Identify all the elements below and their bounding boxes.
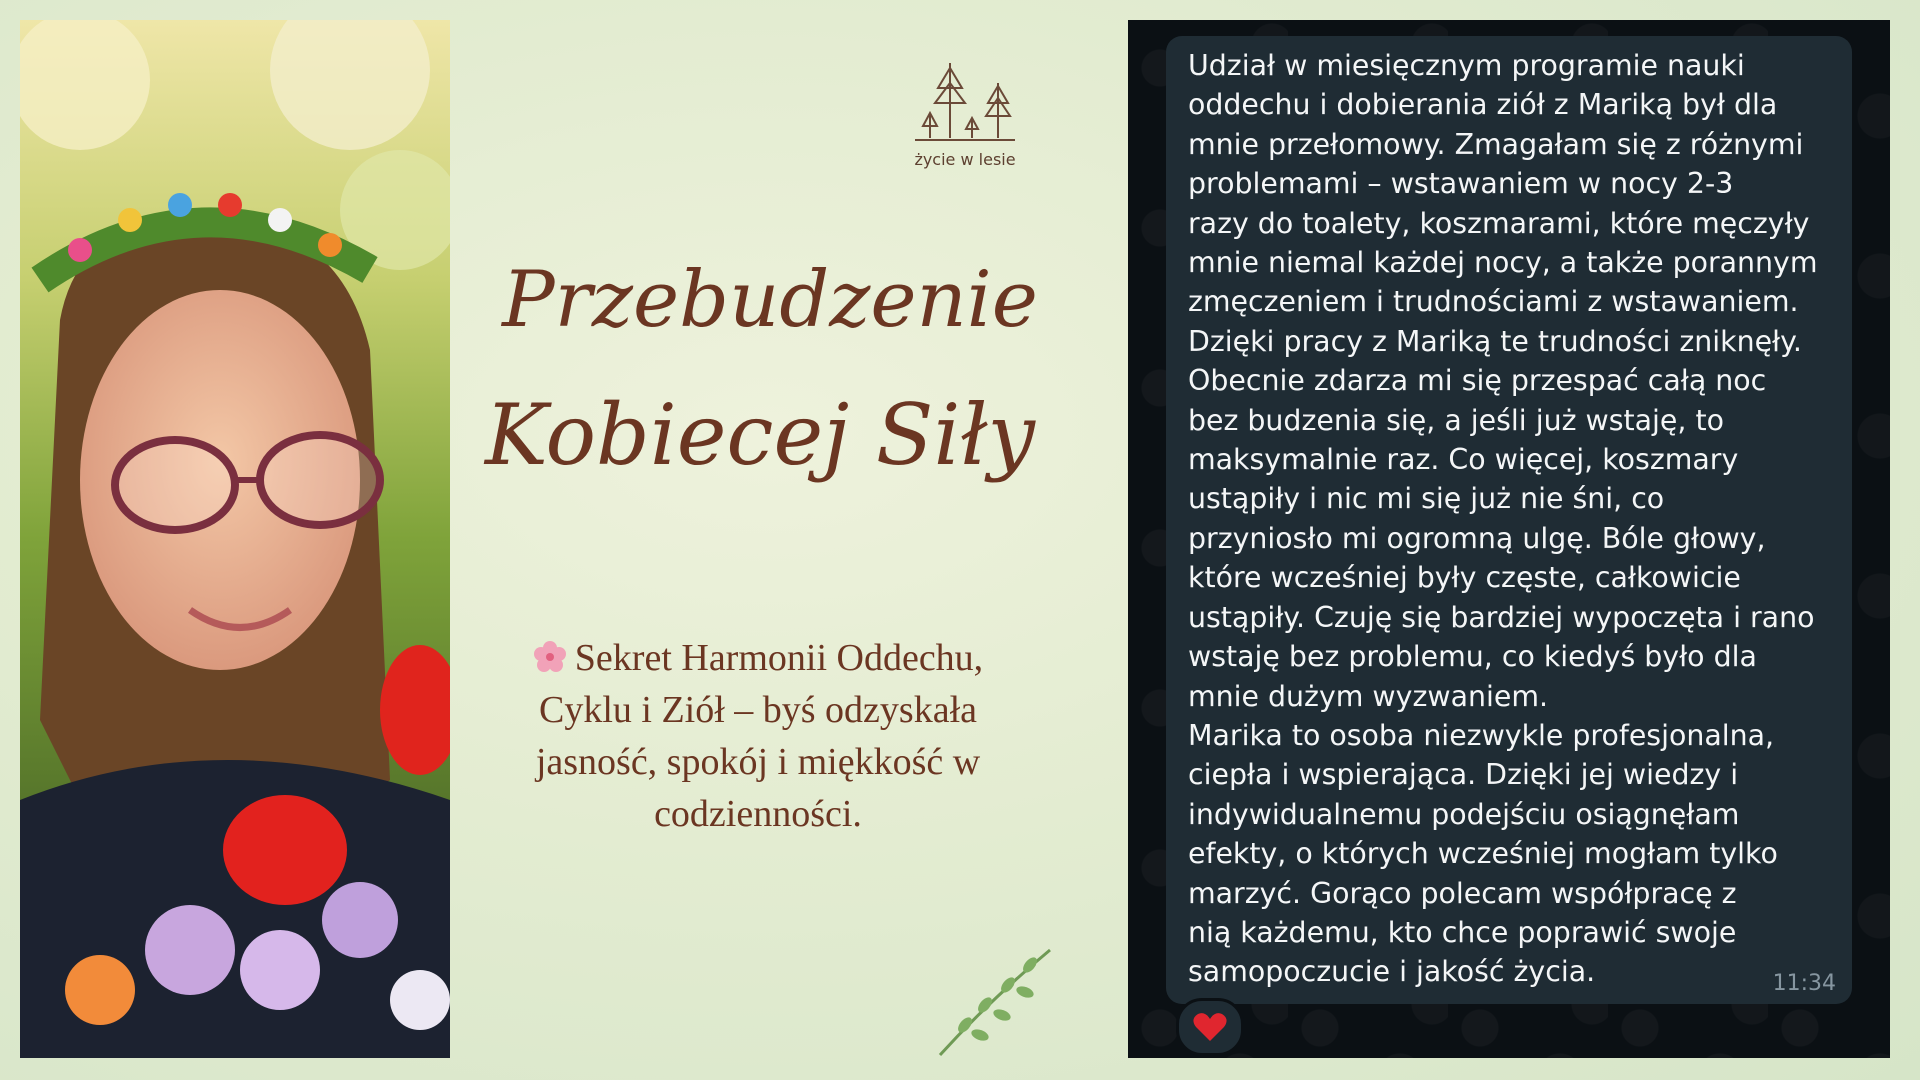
forest-trees-icon — [910, 58, 1020, 143]
message-bubble[interactable] — [1166, 36, 1852, 1004]
page-title — [484, 240, 1050, 510]
reaction-badge[interactable] — [1176, 998, 1244, 1056]
pink-flower-icon — [533, 640, 567, 674]
message-text: Udział w miesięcznym programie nauki oddechu i dobierania ziół z Mariką był dla mnie przełomowy. Zmagałam się z różnymi problemami – wstawaniem w nocy 2-3 razy do toalety, koszmarami, które męczyły mnie niemal każdej nocy, a także porannym zmęczeniem i trudnościami z wstawaniem. Dzięki pracy z Mariką te trudności zniknęły. Obecnie zdarza mi się przespać całą noc bez budzenia się, a jeśli już wstaję, to maksymalnie raz. Co więcej, koszmary ustąpiły i nic mi się już nie śni, co przyniosło mi ogromną ulgę. Bóle głowy, które wcześniej były częste, całkowicie ustąpiły. Czuję się bardziej wypoczęta i rano wstaję bez problemu, co kiedyś było dla mnie dużym wyzwaniem. Marika to osoba niezwykle profesjonalna, ciepła i wspierająca. Dzięki jej wiedzy i indywidualnemu podejściu osiągnęłam efekty, o których wcześniej mogłam tylko marzyć. Gorąco polecam współpracę z nią każdemu, kto chce poprawić swoje samopoczucie i jakość życia. — [1188, 49, 1818, 989]
heart-icon — [1193, 1012, 1227, 1042]
brand-logo — [905, 58, 1025, 173]
logo-text: życie w lesie — [914, 150, 1016, 169]
portrait-photo — [20, 20, 450, 1058]
chat-screenshot — [1128, 20, 1890, 1058]
message-time: 11:34 — [1772, 971, 1836, 996]
title-line-2: Kobiecej Siły — [484, 386, 1036, 484]
leaf-sprig-icon — [930, 940, 1060, 1060]
subtitle — [518, 632, 998, 840]
title-line-1: Przebudzenie — [502, 255, 1038, 345]
subtitle-text: Sekret Harmonii Oddechu, Cyklu i Ziół – byś odzyskała jasność, spokój i miękkość w codzienności. — [535, 637, 984, 835]
